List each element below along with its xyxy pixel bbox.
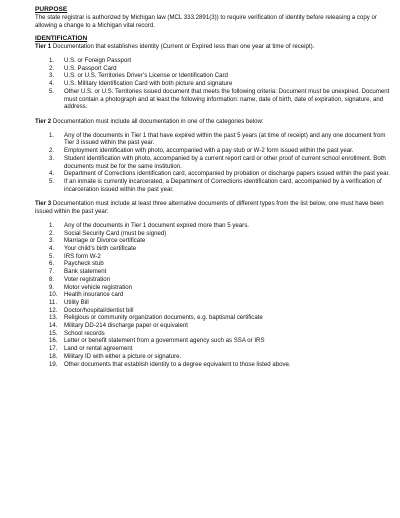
list-item: 18. Military ID with either a picture or signature. — [49, 352, 182, 360]
list-item: 19. Other documents that establish identity to a degree equivalent to those listed above. — [49, 360, 291, 368]
list-item: 14. Military DD-214 discharge paper or equivalent — [49, 322, 188, 330]
list-item: 2. Social Security Card (must be signed) — [49, 229, 167, 237]
tier3-description: Documentation must include at least three alternative documents of different types from the list below, one must have been issued within the past year: — [35, 200, 384, 216]
list-item: 10. Health insurance card — [49, 291, 124, 299]
tier2-heading — [35, 118, 390, 126]
list-item: 16. Letter or benefit statement from a government agency such as SSA or IRS — [49, 337, 265, 345]
list-item: 15. School records — [49, 329, 105, 337]
list-item: 1. Any of the documents in Tier 1 document expired more than 5 years. — [49, 221, 249, 229]
tier3-heading — [35, 200, 390, 216]
list-item: 2. Employment identification with photo, accompanied with a pay stub or W-2 form issued within the past year. — [49, 147, 354, 155]
list-item: 8. Voter registration — [49, 275, 111, 283]
list-item: 3. Student identification with photo, accompanied by a current report card or other proof of current school enrollment. Both documents must be for the same institution. — [49, 154, 386, 170]
identification-heading: IDENTIFICATION — [35, 35, 88, 43]
list-item: 17. Land or rental agreement — [49, 345, 133, 353]
list-item: 4. Department of Corrections identification card, accompanied by probation or discharge papers issued within the past year. — [49, 170, 390, 178]
tier1-list — [35, 57, 390, 111]
tier2-description: Documentation must include all documentation in one of the categories below: — [52, 117, 264, 125]
list-item: 7. Bank statement — [49, 268, 107, 276]
list-item: 5. If an inmate is currently incarcerated, a Department of Corrections identification card, accompanied by a verification of incarceration issued within the past year. — [49, 177, 382, 193]
tier1-heading — [35, 43, 390, 51]
tier1-description: Documentation that establishes identity (Current or Expired less than one year at time of receipt). — [52, 43, 315, 51]
list-item: 6. Paycheck stub — [49, 260, 104, 268]
list-item: 5. Other U.S. or U.S. Territories issued document that meets the following criteria: Document must be unexpired. Document must contain a photograph and at least the following information: name, date of birth, date of expiration, signature, and address. — [49, 87, 390, 111]
tier2-label: Tier 2 — [35, 117, 52, 125]
list-item: 12. Doctor/hospital/dentist bill — [49, 306, 134, 314]
tier3-label: Tier 3 — [35, 200, 52, 208]
list-item: 2. U.S. Passport Card — [49, 64, 117, 72]
list-item: 5. IRS form W-2 — [49, 252, 101, 260]
list-item: 1. Any of the documents in Tier 1 that have expired within the past 5 years (at time of receipt) and any one document from Tier 3 issued within the past year. — [49, 131, 386, 147]
list-item: 3. U.S. or U.S. Territories Driver’s License or Identification Card — [49, 72, 228, 80]
list-item: 1. U.S. or Foreign Passport — [49, 56, 132, 64]
purpose-text: The state registrar is authorized by Michigan law (MCL 333.2891(3)) to require verification of identity before releasing a copy or allowing a change to a Michigan vital record. — [35, 13, 377, 29]
purpose-heading: PURPOSE — [35, 6, 68, 13]
list-item: 3. Marriage or Divorce certificate — [49, 237, 146, 245]
tier1-label: Tier 1 — [35, 43, 52, 51]
tier2-list — [35, 132, 390, 194]
list-item: 9. Motor vehicle registration — [49, 283, 133, 291]
tier3-list — [35, 222, 390, 368]
list-item: 4. U.S. Military Identification Card with both picture and signature — [49, 80, 233, 88]
list-item: 11. Utility Bill — [49, 298, 89, 306]
list-item: 4. Your child’s birth certificate — [49, 245, 137, 253]
list-item: 13. Religious or community organization documents, e.g. baptismal certificate — [49, 314, 263, 322]
